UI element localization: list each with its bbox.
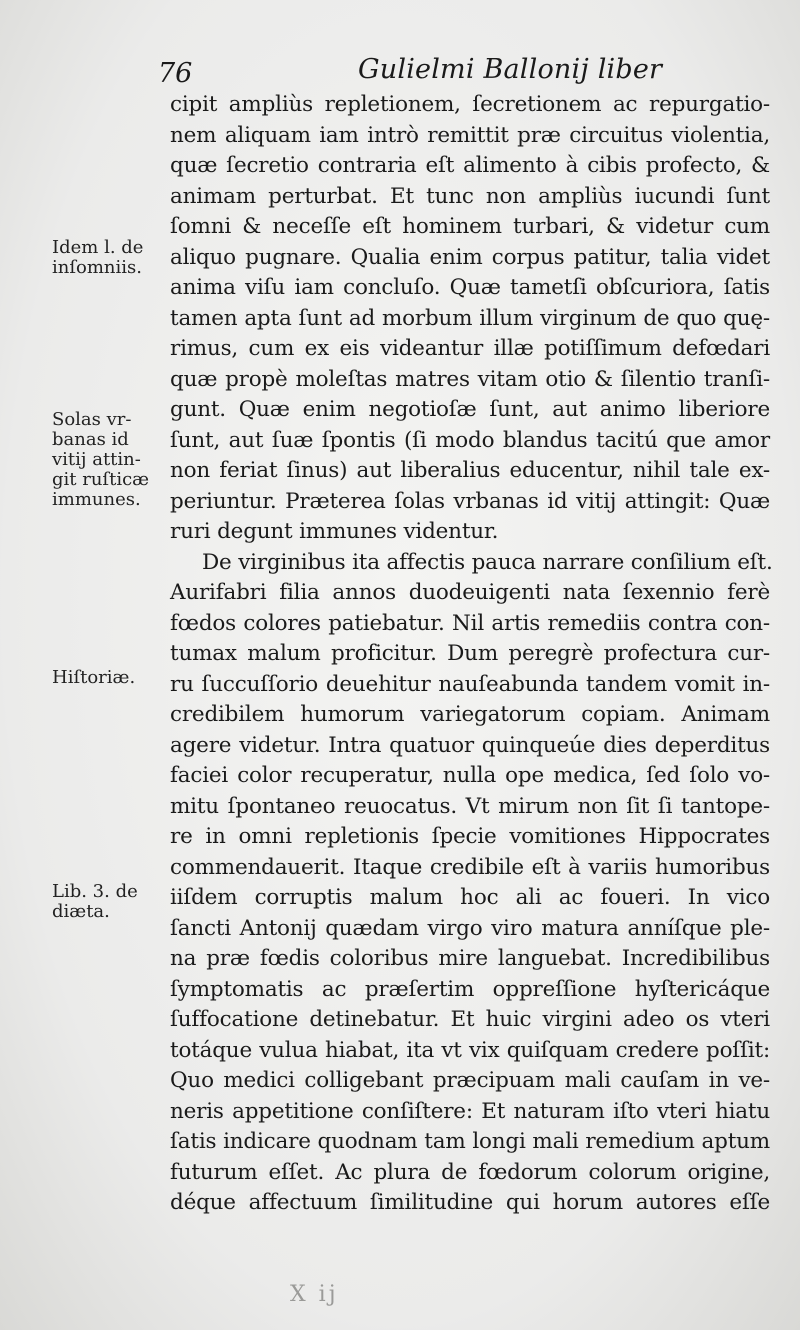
- text-line: animam perturbat. Et tunc non ampliùs iucundi ſunt: [170, 183, 770, 209]
- text-line: aliquo pugnare. Qualia enim corpus patitur, talia videt: [170, 244, 770, 270]
- margin-note-line: Solas vr-: [52, 409, 132, 430]
- margin-note-line: git ruſticæ: [52, 469, 150, 490]
- page-number: 76: [158, 58, 193, 89]
- text-line: periuntur. Præterea ſolas vrbanas id vitij attingit: Quæ: [170, 488, 770, 514]
- text-line: ſancti Antonij quædam virgo viro matura anníſque ple-: [170, 915, 770, 941]
- text-line: Quo medici colligebant præcipuam mali cauſam in ve-: [170, 1068, 770, 1093]
- text-line: ſuffocatione detinebatur. Et huic virgini adeo os vteri: [170, 1007, 770, 1032]
- text-line: totáque vulua hiabat, ita vt vix quiſquam credere poſſit:: [170, 1037, 770, 1063]
- text-line: ru ſuccuſſorio deuehitur nauſeabunda tandem vomit in-: [170, 671, 770, 697]
- text-line: ſomni & neceſſe eſt hominem turbari, & videtur cum: [170, 214, 770, 239]
- margin-note-line: diæta.: [52, 901, 110, 922]
- text-line: ſatis indicare quodnam tam longi mali remedium aptum: [170, 1129, 770, 1154]
- text-line: faciei color recuperatur, nulla ope medica, ſed ſolo vo-: [170, 763, 770, 788]
- margin-note-line: immunes.: [52, 489, 141, 510]
- text-line: cipit ampliùs repletionem, ſecretionem ac repurgatio-: [170, 92, 770, 117]
- margin-note-line: inſomniis.: [52, 257, 142, 278]
- text-line: ſunt, aut ſuæ ſpontis (ſi modo blandus tacitú que amor: [170, 427, 770, 453]
- text-line: quæ ſecretio contraria eſt alimento à cibis profecto, &: [170, 153, 770, 178]
- text-line: déque affectuum ſimilitudine qui horum autores eſſe: [170, 1190, 770, 1215]
- text-line: gunt. Quæ enim negotioſæ ſunt, aut animo liberiore: [170, 397, 770, 422]
- text-line: mitu ſpontaneo reuocatus. Vt mirum non ſit ſi tantope-: [170, 793, 770, 819]
- margin-note-line: Hiſtoriæ.: [52, 667, 136, 688]
- main-text-block: [170, 90, 773, 1219]
- margin-note-lib-de-diaeta: [52, 882, 170, 922]
- text-line: commendauerit. Itaque credibile eſt à variis humoribus: [170, 854, 770, 880]
- running-head: Gulielmi Ballonij liber: [358, 54, 663, 85]
- text-line: rimus, cum ex eis videantur illæ potiſſimum defœdari: [170, 336, 770, 361]
- text-line: ruri degunt immunes videntur.: [170, 519, 499, 544]
- text-line: non feriat ſinus) aut liberalius educentur, nihil tale ex-: [170, 458, 770, 483]
- text-line: futurum eſſet. Ac plura de fœdorum colorum origine,: [170, 1159, 770, 1185]
- text-line: agere videtur. Intra quatuor quinqueúe dies deperditus: [170, 732, 770, 758]
- margin-note-idem-de-insomniis: [52, 238, 170, 278]
- text-line: neris appetitione conſiſtere: Et naturam iſto vteri hiatu: [170, 1098, 770, 1124]
- margin-note-historiae: [52, 668, 170, 688]
- text-line: tamen apta ſunt ad morbum illum virginum de quo quę-: [170, 305, 770, 331]
- text-line: na præ fœdis coloribus mire languebat. Incredibilibus: [170, 946, 770, 971]
- text-line: fœdos colores patiebatur. Nil artis remediis contra con-: [170, 610, 770, 636]
- text-line: ſymptomatis ac præſertim oppreſſione hyſtericáque: [170, 976, 770, 1002]
- margin-note-solas-vrbanas: [52, 410, 170, 510]
- text-line: anima viſu iam concluſo. Quæ tametſi obſcuriora, ſatis: [170, 275, 770, 300]
- text-line: quæ propè moleſtas matres vitam otio & ſilentio tranſi-: [170, 366, 770, 392]
- text-line: credibilem humorum variegatorum copiam. Animam: [170, 702, 770, 727]
- text-line: Aurifabri filia annos duodeuigenti nata ſexennio ferè: [170, 580, 770, 605]
- text-line: re in omni repletionis ſpecie vomitiones Hippocrates: [170, 824, 770, 849]
- text-line: tumax malum proficitur. Dum peregrè profectura cur-: [170, 641, 770, 666]
- text-line: iiſdem corruptis malum hoc ali ac foueri. In vico: [170, 885, 770, 910]
- text-line: nem aliquam iam intrò remittit præ circuitus violentia,: [170, 122, 770, 148]
- margin-note-line: banas id: [52, 429, 129, 450]
- paragraph-start-line: De virginibus ita affectis pauca narrare conſilium eſt.: [202, 549, 773, 575]
- signature-mark: X ij: [290, 1282, 339, 1307]
- margin-note-line: Lib. 3. de: [52, 881, 138, 902]
- margin-note-line: vitij attin-: [52, 449, 141, 470]
- margin-note-line: Idem l. de: [52, 237, 144, 258]
